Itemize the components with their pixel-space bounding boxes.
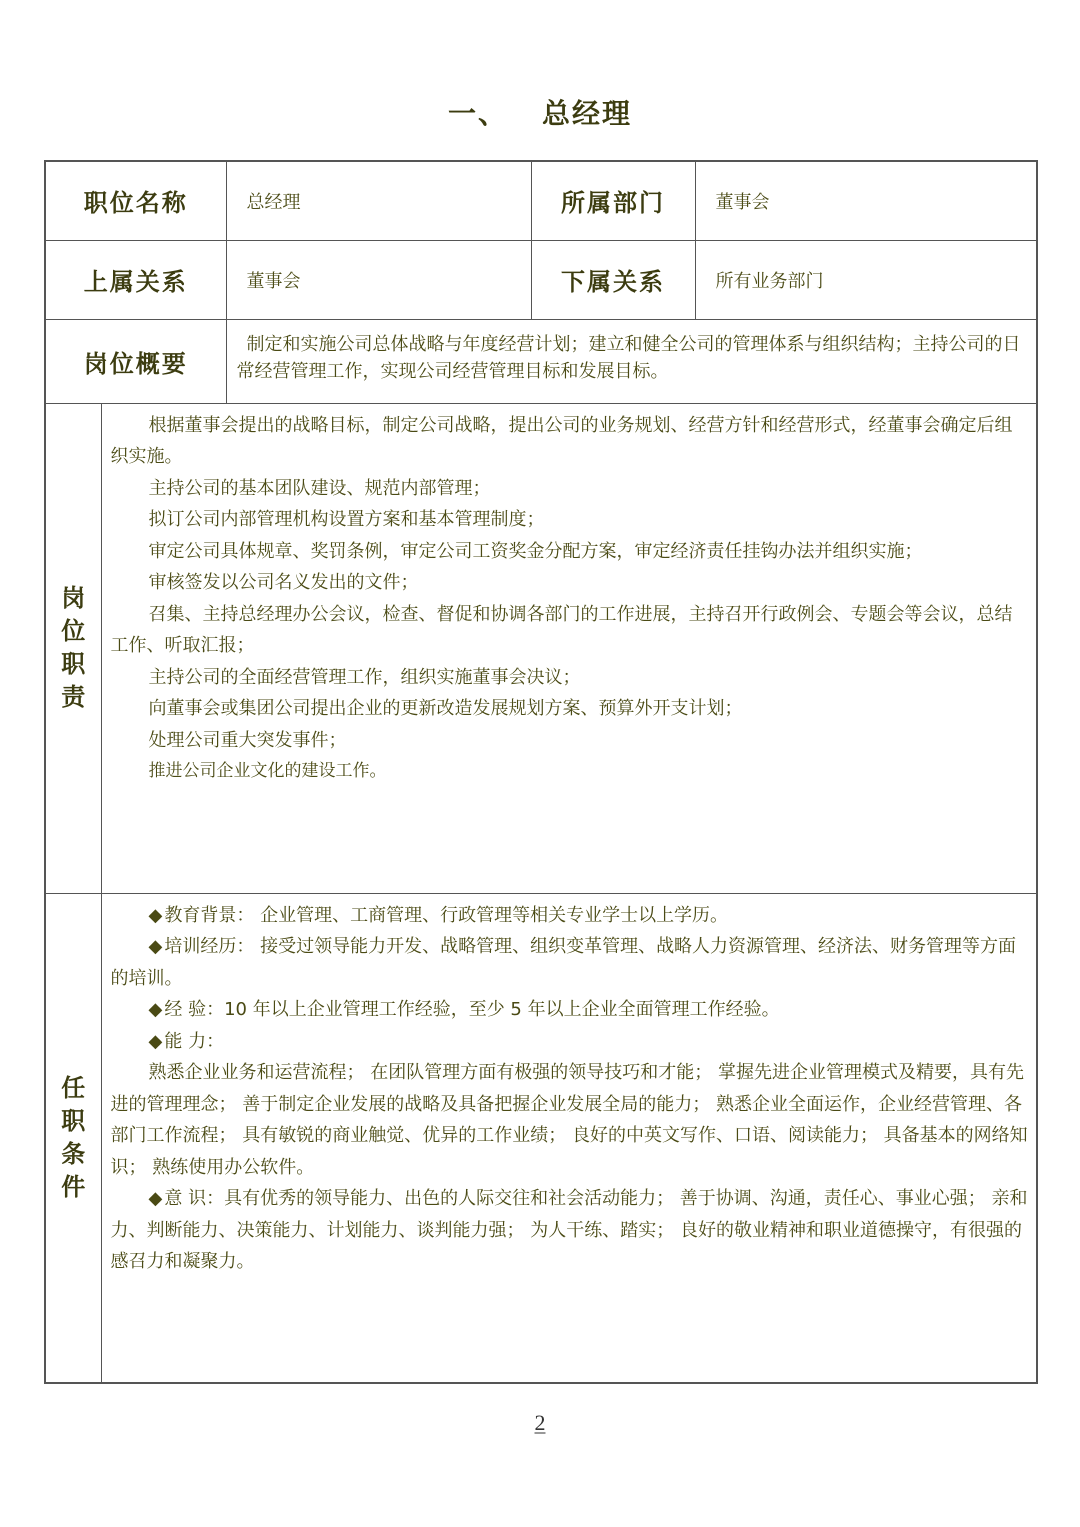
requirement-item: [111, 931, 1029, 994]
duties-label-char: 责: [61, 683, 86, 711]
summary-text: 制定和实施公司总体战略与年度经营计划；建立和健全公司的管理体系与组织结构；主持公司的日常经营管理工作，实现公司经营管理目标和发展目标。: [226, 319, 1037, 403]
title-number: 一、: [447, 97, 508, 130]
summary-label: 岗位概要: [45, 319, 226, 403]
requirements-label-char: 职: [61, 1106, 86, 1135]
title-text: 总经理: [542, 97, 633, 130]
requirements-label-char: 任: [61, 1073, 86, 1102]
requirement-item: [111, 900, 1029, 932]
duty-item: 审核签发以公司名义发出的文件；: [148, 572, 419, 593]
duty-item: 拟订公司内部管理机构设置方案和基本管理制度；: [148, 509, 545, 530]
duty-item: 根据董事会提出的战略目标，制定公司战略，提出公司的业务规划、经营方针和经营形式，经董事会确定后组织实施。: [110, 414, 1013, 467]
page-number: 2: [534, 1410, 546, 1435]
diamond-bullet-icon: ◆: [148, 1188, 163, 1209]
duty-item: 主持公司的基本团队建设、规范内部管理；: [148, 477, 491, 499]
requirements-label-char: 件: [61, 1172, 86, 1201]
duty-item: 审定公司具体规章、奖罚条例，审定公司工资奖金分配方案，审定经济责任挂钩办法并组织实施；: [148, 540, 923, 562]
duties-label-char: 位: [61, 617, 86, 645]
requirement-item: [111, 1026, 1029, 1058]
diamond-bullet-icon: ◆: [148, 904, 163, 926]
superior-label: 上属关系: [45, 240, 226, 319]
duty-item: 处理公司重大突发事件；: [148, 729, 347, 751]
ability-text: 熟悉企业业务和运营流程； 在团队管理方面有极强的领导技巧和才能； 掌握先进企业管理模式及精要，具有先进的管理理念； 善于制定企业发展的战略及具备把握企业发展全局的能力； 熟悉企业全面运作，企业经营管理、各部门工作流程； 具有敏锐的商业触觉、优异的工作业绩； 良好的中英文写作、口语、阅读能力； 具备基本的网络知识； 熟练使用办公软件。: [110, 1062, 1028, 1178]
duty-item: 召集、主持总经理办公会议，检查、督促和协调各部门的工作进展，主持召开行政例会、专题会等会议，总结工作、听取汇报；: [110, 603, 1013, 656]
department-label: 所属部门: [531, 161, 695, 240]
awareness-text: 意 识：具有优秀的领导能力、出色的人际交往和社会活动能力； 善于协调、沟通，责任心、事业心强； 亲和力、判断能力、决策能力、计划能力、谈判能力强； 为人干练、踏实； 良好的敬业精神和职业道德操守，有很强的感召力和凝聚力。: [110, 1188, 1028, 1272]
department-value: 董事会: [695, 161, 1037, 240]
subordinate-label: 下属关系: [531, 240, 695, 319]
summary-row: [45, 319, 1037, 403]
requirement-item: [111, 1183, 1029, 1278]
requirements-content: [101, 893, 1037, 1383]
duties-content: [101, 403, 1037, 893]
diamond-bullet-icon: ◆: [148, 999, 163, 1020]
requirement-item: [111, 994, 1029, 1026]
position-row: [45, 161, 1037, 240]
duties-label-char: 职: [61, 650, 86, 678]
duties-label-char: 岗: [61, 584, 86, 612]
requirement-text: 培训经历： 接受过领导能力开发、战略管理、组织变革管理、战略人力资源管理、经济法、财务管理等方面的培训。: [110, 936, 1017, 989]
position-name-label: 职位名称: [45, 161, 226, 240]
diamond-bullet-icon: ◆: [148, 936, 163, 957]
duty-item: 向董事会或集团公司提出企业的更新改造发展规划方案、预算外开支计划；: [148, 698, 743, 719]
job-description-table: [44, 160, 1038, 1384]
requirements-row: [45, 893, 1037, 1383]
duties-row: [45, 403, 1037, 893]
page-title: [0, 92, 1080, 132]
requirement-text: 能 力：: [164, 1030, 225, 1052]
requirements-label: [45, 893, 101, 1383]
duty-item: 主持公司的全面经营管理工作，组织实施董事会决议；: [148, 666, 581, 688]
requirement-text: 教育背景： 企业管理、工商管理、行政管理等相关专业学士以上学历。: [164, 904, 729, 926]
superior-value: 董事会: [226, 240, 531, 319]
duties-label: [45, 403, 101, 893]
requirement-text: 经 验：10 年以上企业管理工作经验，至少 5 年以上企业全面管理工作经验。: [164, 999, 780, 1020]
requirements-label-char: 条: [61, 1139, 86, 1168]
relation-row: [45, 240, 1037, 319]
duty-item: 推进公司企业文化的建设工作。: [148, 761, 387, 781]
position-name-value: 总经理: [226, 161, 531, 240]
diamond-bullet-icon: ◆: [148, 1030, 163, 1052]
subordinate-value: 所有业务部门: [695, 240, 1037, 319]
